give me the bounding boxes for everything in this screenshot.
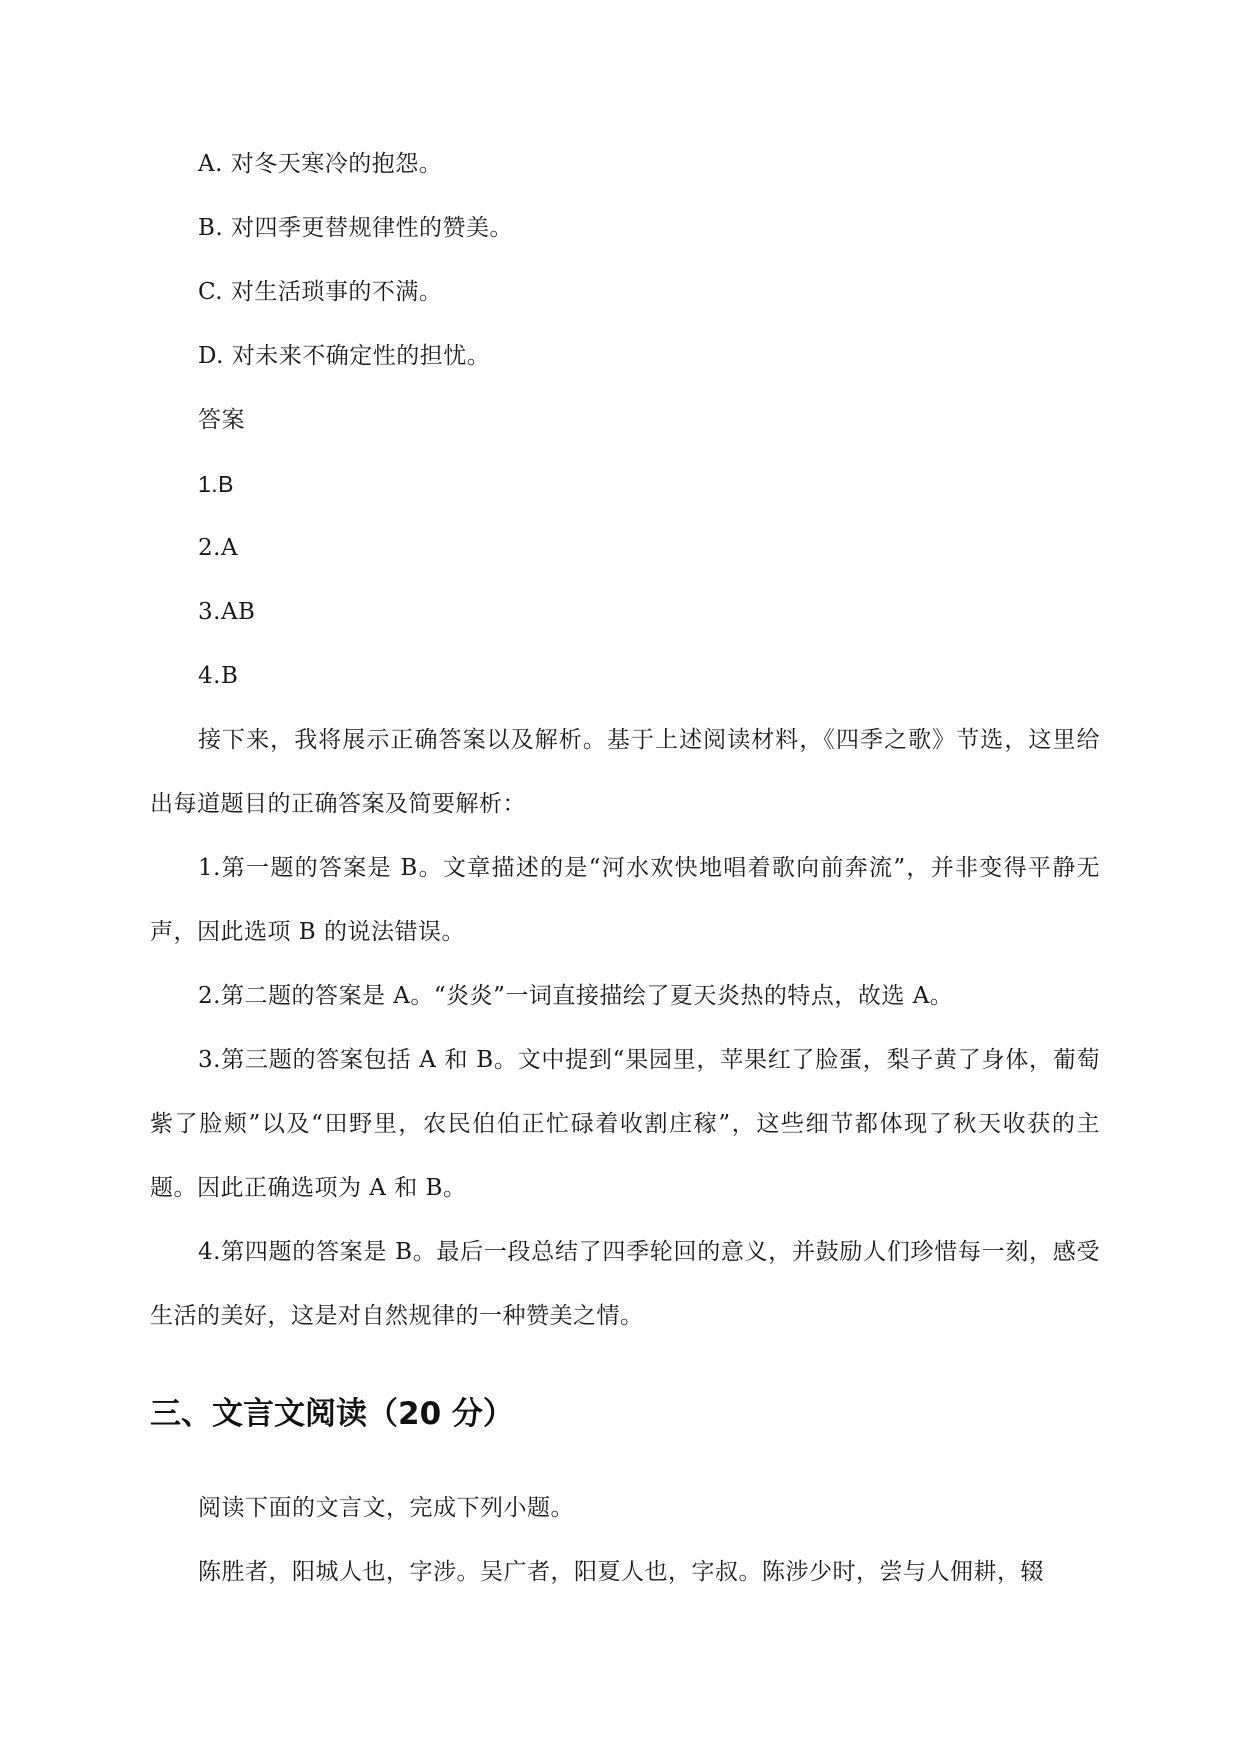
answer-label: 答案 [198, 407, 245, 433]
answer-1: 1.B [198, 471, 235, 497]
passage-start: 陈胜者，阳城人也，字涉。吴广者，阳夏人也，字叔。陈涉少时，尝与人佣耕，辍 [198, 1559, 1044, 1585]
intro-paragraph: 接下来，我将展示正确答案以及解析。基于上述阅读材料，《四季之歌》节选，这里给出每道题目的正确答案及简要解析： [150, 727, 1100, 817]
option-c: C. 对生活琐事的不满。 [198, 279, 443, 305]
explanation-3: 3.第三题的答案包括 A 和 B。文中提到“果园里，苹果红了脸蛋，梨子黄了身体，葡萄紫了脸颊”以及“田野里，农民伯伯正忙碌着收割庄稼”，这些细节都体现了秋天收获的主题。因此正确选项为 A 和 B。 [150, 1047, 1100, 1201]
answer-2: 2.A [198, 535, 239, 561]
answer-4: 4.B [198, 663, 239, 689]
instruction-text: 阅读下面的文言文，完成下列小题。 [198, 1495, 574, 1521]
option-d: D. 对未来不确定性的担忧。 [198, 343, 491, 369]
option-b: B. 对四季更替规律性的赞美。 [198, 215, 514, 241]
explanation-4: 4.第四题的答案是 B。最后一段总结了四季轮回的意义，并鼓励人们珍惜每一刻，感受生活的美好，这是对自然规律的一种赞美之情。 [150, 1239, 1100, 1329]
explanation-1: 1.第一题的答案是 B。文章描述的是“河水欢快地唱着歌向前奔流”，并非变得平静无声，因此选项 B 的说法错误。 [150, 855, 1100, 945]
explanation-2: 2.第二题的答案是 A。“炎炎”一词直接描绘了夏天炎热的特点，故选 A。 [198, 983, 954, 1009]
option-a: A. 对冬天寒冷的抱怨。 [198, 151, 443, 177]
section-heading: 三、文言文阅读（20 分） [150, 1396, 514, 1432]
answer-3: 3.AB [198, 599, 256, 625]
